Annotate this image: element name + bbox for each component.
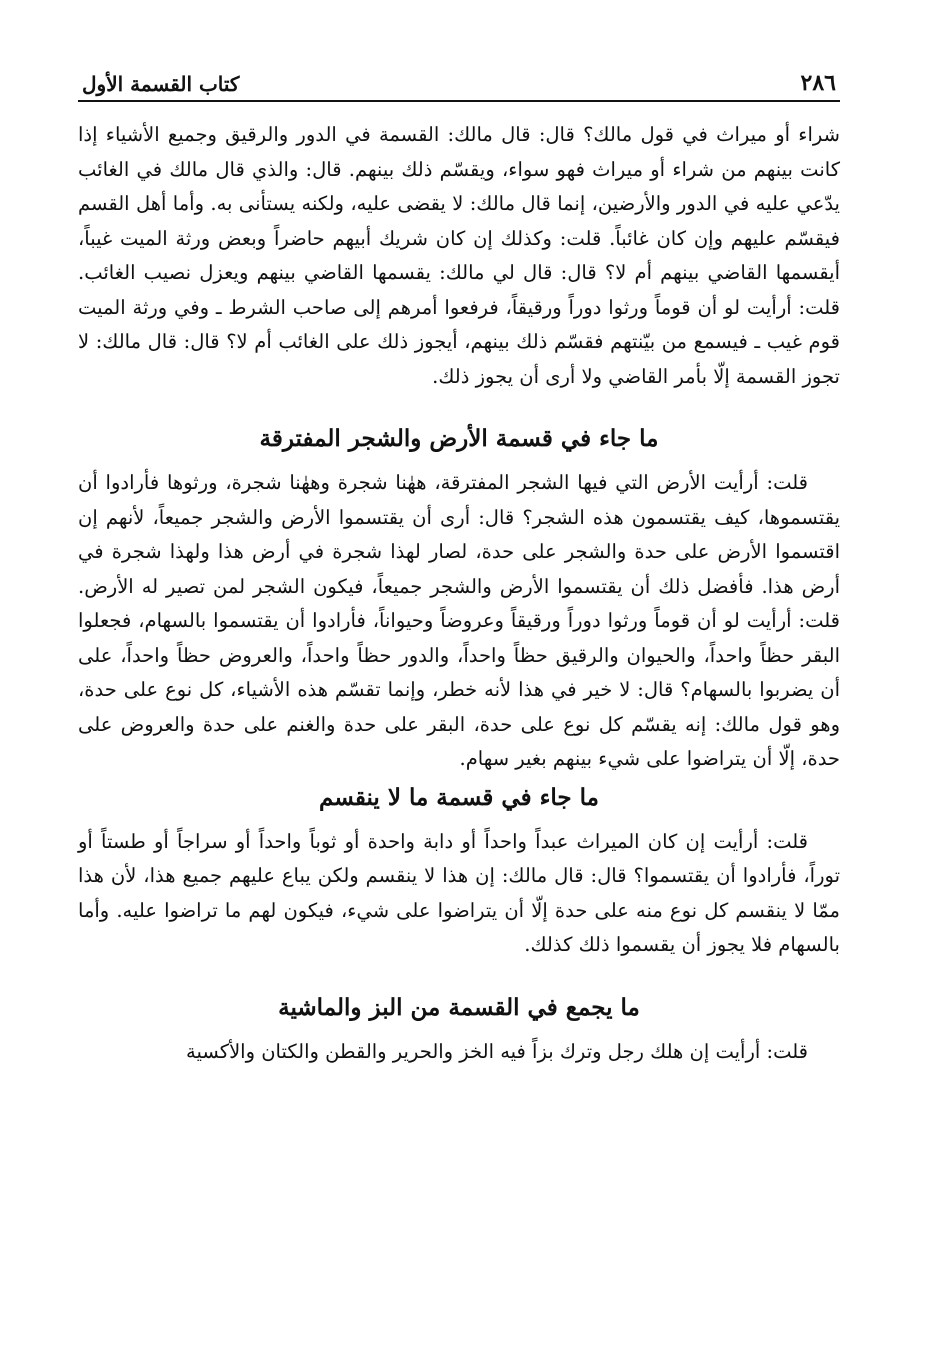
paragraph-continued: شراء أو ميراث في قول مالك؟ قال: قال مالك: القسمة في الدور والرقيق وجميع الأشياء إذا كانت بينهم من شراء أو ميراث فهو سواء، ويقسّم ذلك بينهم. قال: والذي قال مالك في الغائب يدّعي عليه في الدور والأرضين، إنما قال مالك: لا يقضى عليه، ولكنه يستأنى به. وأما أهل القسم فيقسّم عليهم وإن كان غائباً. قلت: وكذلك إن كان شريك أبيهم حاضراً وبعض ورثة الميت غيباً، أيقسمها القاضي بينهم أم لا؟ قال: قال لي مالك: يقسمها القاضي بينهم ويعزل نصيب الغائب. قلت: أرأيت لو أن قوماً ورثوا دوراً ورقيقاً، فرفعوا أمرهم إلى صاحب الشرط ـ وفي ورثة الميت قوم غيب ـ فيسمع من بيّنتهم فقسّم ذلك بينهم، أيجوز ذلك على الغائب أم لا؟ قال: قال مالك: لا تجوز القسمة إلّا بأمر القاضي ولا أرى أن يجوز ذلك. xyxy=(78,123,840,388)
section-heading-land-and-trees: ما جاء في قسمة الأرض والشجر المفترقة xyxy=(259,425,659,452)
paragraph-land-and-trees: قلت: أرأيت الأرض التي فيها الشجر المفترقة، ههٰنا شجرة وههٰنا شجرة، ورثوها فأرادوا أن يقتسموها، كيف يقتسمون هذه الشجر؟ قال: أرى أن يقتسموا الأرض والشجر جميعاً، لأنهم إن اقتسموا الأرض على حدة والشجر على حدة، لصار لهذا شجرة في أرض هذا ولهذا شجرة في أرض هذا. فأفضل ذلك أن يقتسموا الأرض والشجر جميعاً، فيكون الشجر لمن تصير له الأرض. قلت: أرأيت لو أن قوماً ورثوا دوراً ورقيقاً وعروضاً وحيواناً، فأرادوا أن يقتسموا بالسهام، فجعلوا البقر حظاً واحداً، والحيوان والرقيق حظاً واحداً، والدور حظاً واحداً، والعروض حظاً واحداً، على أن يضربوا بالسهام؟ قال: لا خير في هذا لأنه خطر، وإنما تقسّم هذه الأشياء، كل نوع على حدة، وهو قول مالك: إنه يقسّم كل نوع على حدة، البقر على حدة والغنم على حدة والعروض على حدة، إلّا أن يتراضوا على شيء بينهم بغير سهام. xyxy=(78,471,840,770)
page-number: ٢٨٦ xyxy=(800,70,836,96)
paragraph-cloth-and-livestock: قلت: أرأيت إن هلك رجل وترك بزاً فيه الخز والحرير والقطن والكتان والأكسية xyxy=(186,1039,808,1063)
page-body xyxy=(78,118,840,1069)
paragraph-indivisible: قلت: أرأيت إن كان الميراث عبداً واحداً أو دابة واحدة أو ثوباً واحداً أو سراجاً أو طستاً أو توراً، فأرادوا أن يقتسموا؟ قال: قال مالك: إن هذا لا ينقسم ولكن يباع عليهم جميع هذا، لأن هذا ممّا لا ينقسم كل نوع منه على حدة إلّا أن يتراضوا على شيء، فيكون لهم ما تراضوا عليه. وأما بالسهام فلا يجوز أن يقسموا ذلك كذلك. xyxy=(78,829,840,956)
book-title: كتاب القسمة الأول xyxy=(82,72,240,96)
section-heading-cloth-and-livestock: ما يجمع في القسمة من البز والماشية xyxy=(278,993,640,1021)
book-page xyxy=(78,58,840,1348)
running-header xyxy=(78,58,840,102)
section-heading-indivisible: ما جاء في قسمة ما لا ينقسم xyxy=(319,783,599,811)
